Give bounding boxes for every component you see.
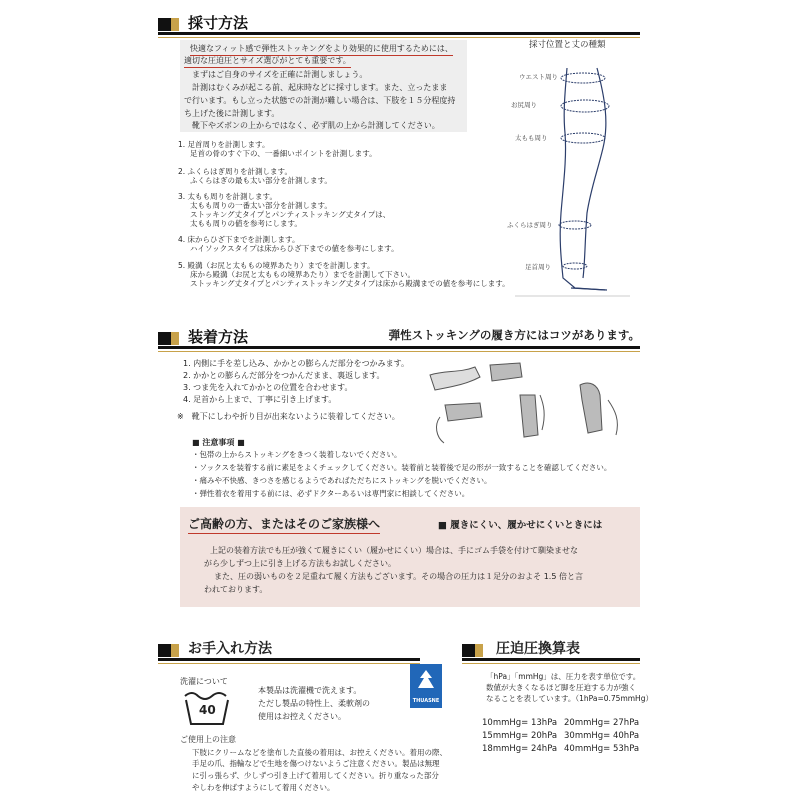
section-header-measurement: [158, 8, 640, 38]
figure-title: 採寸位置と丈の種類: [529, 40, 606, 50]
usage-line: 下肢にクリームなどを塗布した直後の着用は、お控えください。着用の際、: [192, 748, 447, 757]
caution-item: ・痛みや不快感、きつさを感じるようであればただちにストッキングを脱いでください。: [192, 476, 492, 485]
elderly-subheading: ■ 履きにくい、履かせにくいときには: [438, 520, 603, 531]
caution-title: ■ 注意事項 ■: [192, 438, 245, 447]
elderly-body-line: また、圧の弱いものを２足重ねて履く方法もございます。その場合の圧力は１足分のおよそ 1.5 倍と言: [214, 572, 583, 581]
conversion-cell: 18mmHg= 24hPa: [482, 744, 558, 754]
usage-line: に引っ張らず、少しずつ引き上げて着用してください。折り重なった部分: [192, 771, 439, 780]
header-rule: [462, 658, 640, 661]
conversion-cell: 15mmHg= 20hPa: [482, 731, 558, 741]
elderly-advice-box: [180, 507, 640, 607]
intro-line: で行います。もし立った状態での計測が難しい場合は、下肢を１５分程度持: [184, 96, 456, 105]
usage-line: やしわを伸ばすようにして着用ください。: [192, 783, 335, 792]
brand-name: THUASNE: [412, 698, 440, 704]
section-title: 採寸方法: [188, 14, 249, 32]
wash-text-line: 本製品は洗濯機で洗えます。: [258, 686, 362, 695]
elderly-body-line: われております。: [204, 585, 268, 594]
wear-step: 1. 内側に手を差し込み、かかとの膨らんだ部分をつかみます。: [183, 359, 410, 368]
usage-line: 手足の爪、指輪などで生地を傷つけないようご注意ください。製品は無理: [192, 759, 440, 768]
step-5-title: 5. 殿溝（お尻と太ももの境界あたり）までを計測します。: [178, 261, 375, 270]
conversion-cell: 30mmHg= 40hPa: [564, 731, 640, 741]
usage-title: ご使用上の注意: [180, 735, 236, 744]
wash-text-line: ただし製品の特性上、柔軟剤の: [258, 699, 370, 708]
wear-step: 3. つま先を入れてかかとの位置を合わせます。: [183, 383, 353, 392]
intro-line: 計測はむくみが起こる前、起床時などに採寸します。また、立ったまま: [192, 83, 448, 92]
pressure-desc-line: 「hPa」「mmHg」は、圧力を表す単位です。: [486, 672, 641, 681]
label-waist: ウエスト周り: [519, 73, 558, 81]
conversion-cell: 40mmHg= 53hPa: [564, 744, 640, 754]
header-gold-rule: [462, 663, 640, 664]
measurement-figure: [505, 38, 640, 298]
step-3-detail: ストッキング丈タイプとパンティストッキング丈タイプは、: [190, 210, 391, 219]
wash-temperature: 40: [199, 703, 216, 717]
step-2-detail: ふくらはぎの最も太い部分を計測します。: [190, 176, 332, 185]
intro-underlined-line-2: 適切な圧迫圧とサイズ選びがとても重要です。: [184, 54, 351, 68]
wear-note: ※ 靴下にしわや折り目が出来ないように装着してください。: [177, 412, 400, 421]
intro-line: 靴下やズボンの上からではなく、必ず肌の上から計測してください。: [192, 121, 440, 130]
label-hip: お尻周り: [511, 101, 537, 109]
brand-symbol-icon: [410, 664, 442, 696]
step-3-detail: 太もも周りの一番太い部分を計測します。: [190, 201, 332, 210]
wash-label: 洗濯について: [180, 677, 228, 686]
label-calf: ふくらはぎ周り: [507, 221, 553, 229]
section-tagline: 弾性ストッキングの履き方にはコツがあります。: [388, 328, 640, 342]
step-1-title: 1. 足首周りを計測します。: [178, 140, 270, 149]
header-black-square: [158, 18, 171, 31]
section-title: 圧迫圧換算表: [496, 641, 580, 657]
wash-text-line: 使用はお控えください。: [258, 712, 346, 721]
step-3-detail: 太もも周りの値を参考にします。: [190, 219, 302, 228]
label-ankle: 足首周り: [525, 263, 551, 271]
section-title: お手入れ方法: [188, 641, 272, 657]
step-4-title: 4. 床からひざ下までを計測します。: [178, 235, 300, 244]
elderly-body-line: 上記の装着方法でも圧が強くて履きにくい（履かせにくい）場合は、手にゴム手袋を付けて馴染ませな: [210, 546, 578, 555]
header-rule: [158, 346, 640, 349]
pressure-desc-line: なることを表しています。（1hPa=0.75mmHg）: [486, 694, 653, 703]
wearing-illustrations: [420, 355, 635, 455]
elderly-heading: ご高齢の方、またはそのご家族様へ: [188, 515, 380, 534]
step-5-detail: ストッキング丈タイプとパンティストッキング丈タイプは床から殿溝までの値を参考にします。: [190, 279, 510, 288]
brand-logo: [410, 664, 442, 708]
header-gold-bar: [171, 18, 179, 31]
section-header-wearing: [158, 322, 640, 352]
label-thigh: 太もも周り: [515, 134, 548, 142]
section-title: 装着方法: [188, 328, 249, 346]
header-gold-rule: [158, 663, 420, 664]
header-gold-rule: [158, 351, 640, 352]
conversion-cell: 20mmHg= 27hPa: [564, 718, 640, 728]
header-rule: [158, 658, 420, 661]
caution-item: ・弾性着衣を着用する前には、必ずドクターあるいは専門家に相談してください。: [192, 489, 470, 498]
conversion-cell: 10mmHg= 13hPa: [482, 718, 558, 728]
header-gold-bar: [171, 644, 179, 657]
header-black-square: [158, 332, 171, 345]
section-header-care: [158, 634, 420, 664]
step-1-detail: 足首の骨のすぐ下の、一番細いポイントを計測します。: [190, 149, 377, 158]
header-black-square: [462, 644, 475, 657]
step-5-detail: 床から殿溝（お尻と太ももの境界あたり）までを計測して下さい。: [190, 270, 415, 279]
header-black-square: [158, 644, 171, 657]
intro-underlined-line-1: 快適なフィット感で弾性ストッキングをより効果的に使用するためには、: [190, 42, 453, 56]
header-rule: [158, 32, 640, 35]
header-gold-bar: [475, 644, 483, 657]
intro-line: まずはご自身のサイズを正確に計測しましょう。: [192, 70, 368, 79]
wear-step: 2. かかとの膨らんだ部分をつかんだまま、裏返します。: [183, 371, 385, 380]
header-gold-bar: [171, 332, 179, 345]
step-3-title: 3. 太もも周りを計測します。: [178, 192, 277, 201]
pressure-desc-line: 数値が大きくなるほど脚を圧迫する力が強く: [486, 683, 636, 692]
caution-item: ・ソックスを装着する前に素足をよくチェックしてください。装着前と装着後で足の形が一致することを確認してください。: [192, 463, 612, 472]
wear-step: 4. 足首から上まで、丁寧に引き上げます。: [183, 395, 337, 404]
section-header-pressure: [462, 634, 640, 664]
elderly-body-line: がら少しずつ上に引き上げる方法もお試しください。: [204, 559, 396, 568]
step-4-detail: ハイソックスタイプは床からひざ下までの値を参考にします。: [190, 244, 399, 253]
caution-item: ・包帯の上からストッキングをきつく装着しないでください。: [192, 450, 402, 459]
intro-box: [180, 40, 467, 132]
step-2-title: 2. ふくらはぎ周りを計測します。: [178, 167, 292, 176]
intro-line: ち上げた後に計測します。: [184, 109, 280, 118]
